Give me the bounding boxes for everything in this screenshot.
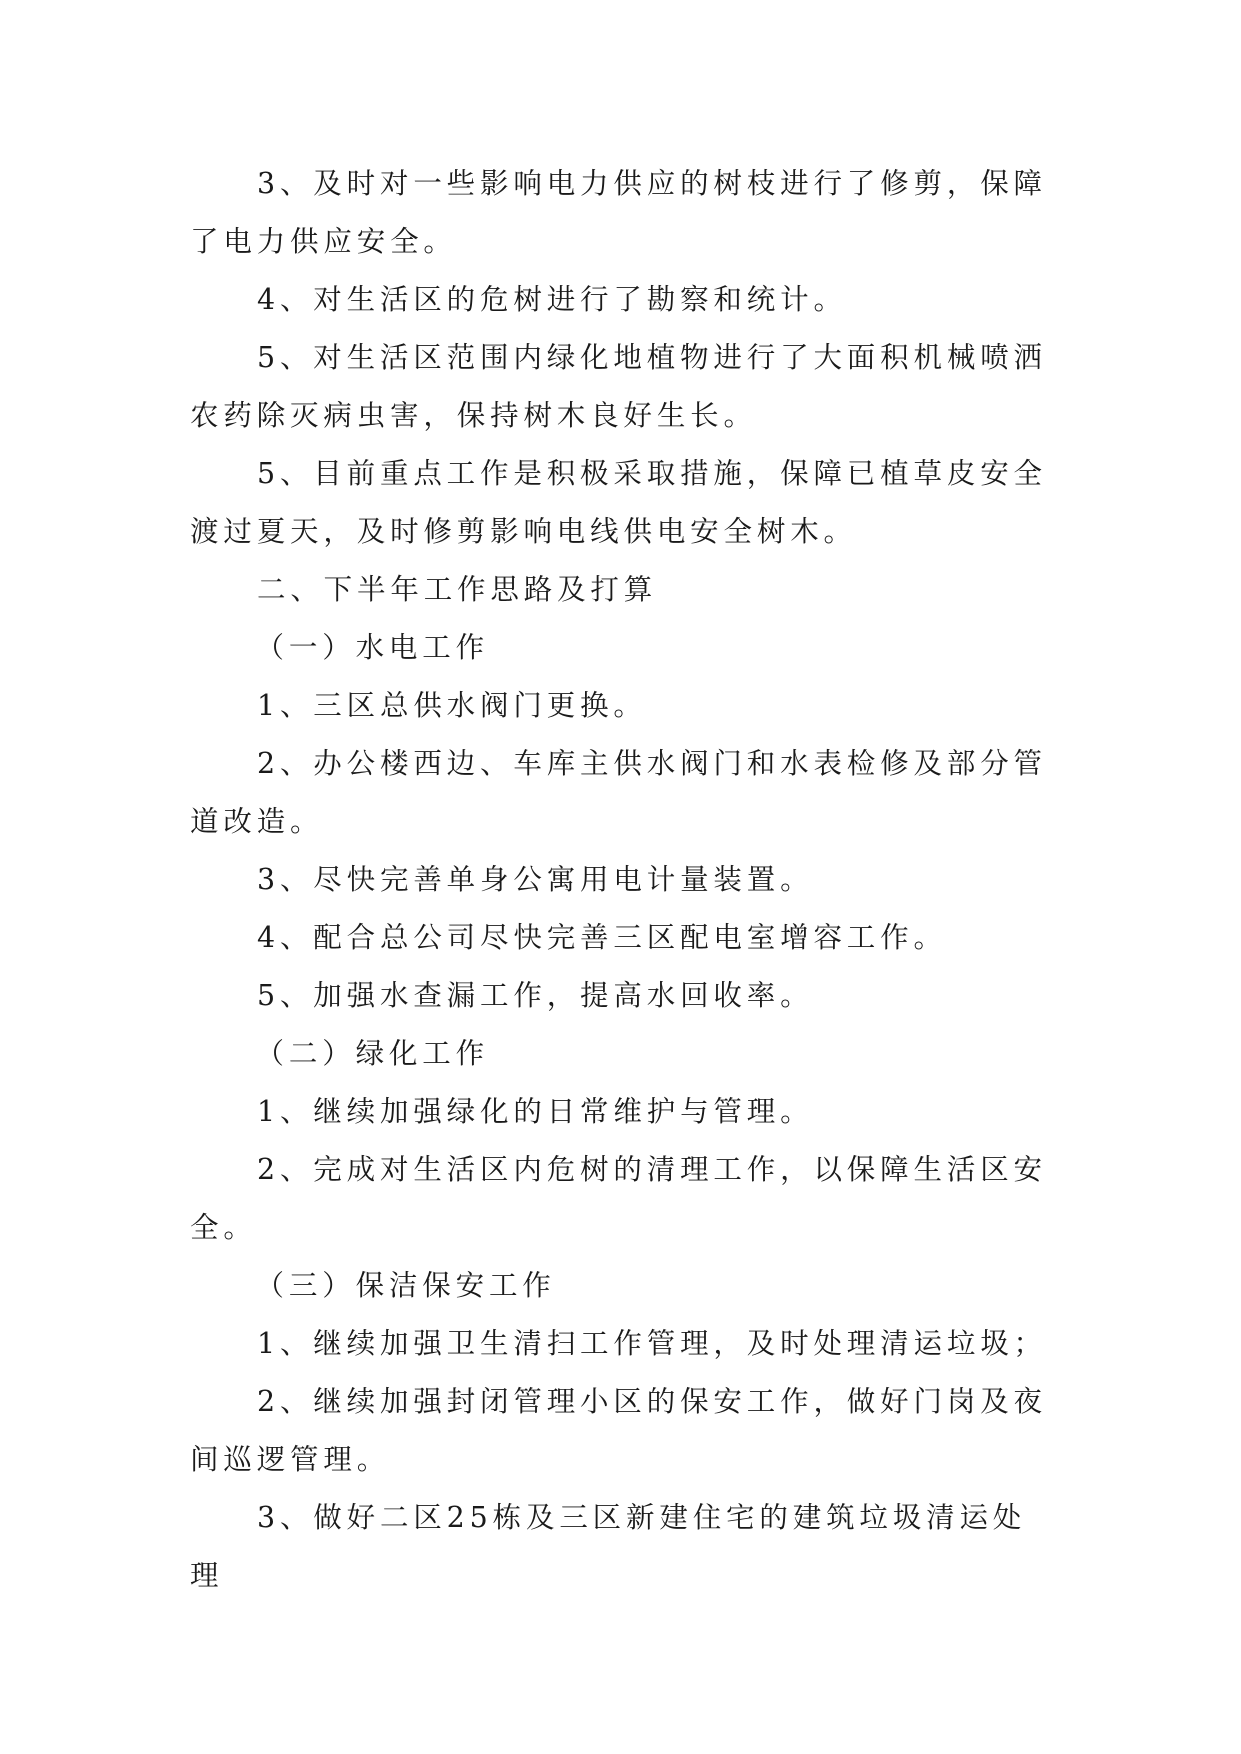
- paragraph-water-1: 1、三区总供水阀门更换。: [256, 689, 647, 722]
- paragraph-item-3-power-trimming: 3、及时对一些影响电力供应的树枝进行了修剪，保障了电力供应安全。: [190, 167, 1047, 258]
- paragraph-cleaning-2: 2、继续加强封闭管理小区的保安工作，做好门岗及夜间巡逻管理。: [190, 1385, 1047, 1476]
- subsection-heading-water-electric: （一）水电工作: [255, 631, 489, 664]
- paragraph-greening-2: 2、完成对生活区内危树的清理工作，以保障生活区安全。: [190, 1153, 1047, 1244]
- paragraph-item-4-dangerous-trees: 4、对生活区的危树进行了勘察和统计。: [256, 283, 847, 316]
- paragraph-cleaning-3: 3、做好二区25栋及三区新建住宅的建筑垃圾清运处理: [190, 1501, 1027, 1592]
- paragraph-item-5-pesticide-spraying: 5、对生活区范围内绿化地植物进行了大面积机械喷洒农药除灭病虫害，保持树木良好生长。: [190, 341, 1047, 432]
- body-text: [190, 155, 1050, 1605]
- subsection-heading-greening: （二）绿化工作: [255, 1037, 489, 1070]
- subsection-heading-cleaning-security: （三）保洁保安工作: [255, 1269, 556, 1302]
- section-heading-second-half-plan: 二、下半年工作思路及打算: [256, 573, 658, 606]
- paragraph-greening-1: 1、继续加强绿化的日常维护与管理。: [256, 1095, 814, 1128]
- paragraph-water-2: 2、办公楼西边、车库主供水阀门和水表检修及部分管道改造。: [190, 747, 1047, 838]
- paragraph-water-4: 4、配合总公司尽快完善三区配电室增容工作。: [256, 921, 947, 954]
- paragraph-water-5: 5、加强水查漏工作，提高水回收率。: [256, 979, 814, 1012]
- paragraph-cleaning-1: 1、继续加强卫生清扫工作管理，及时处理清运垃圾；: [256, 1327, 1047, 1360]
- paragraph-water-3: 3、尽快完善单身公寓用电计量装置。: [256, 863, 814, 896]
- paragraph-item-5-key-work: 5、目前重点工作是积极采取措施，保障已植草皮安全渡过夏天，及时修剪影响电线供电安全树木。: [190, 457, 1047, 548]
